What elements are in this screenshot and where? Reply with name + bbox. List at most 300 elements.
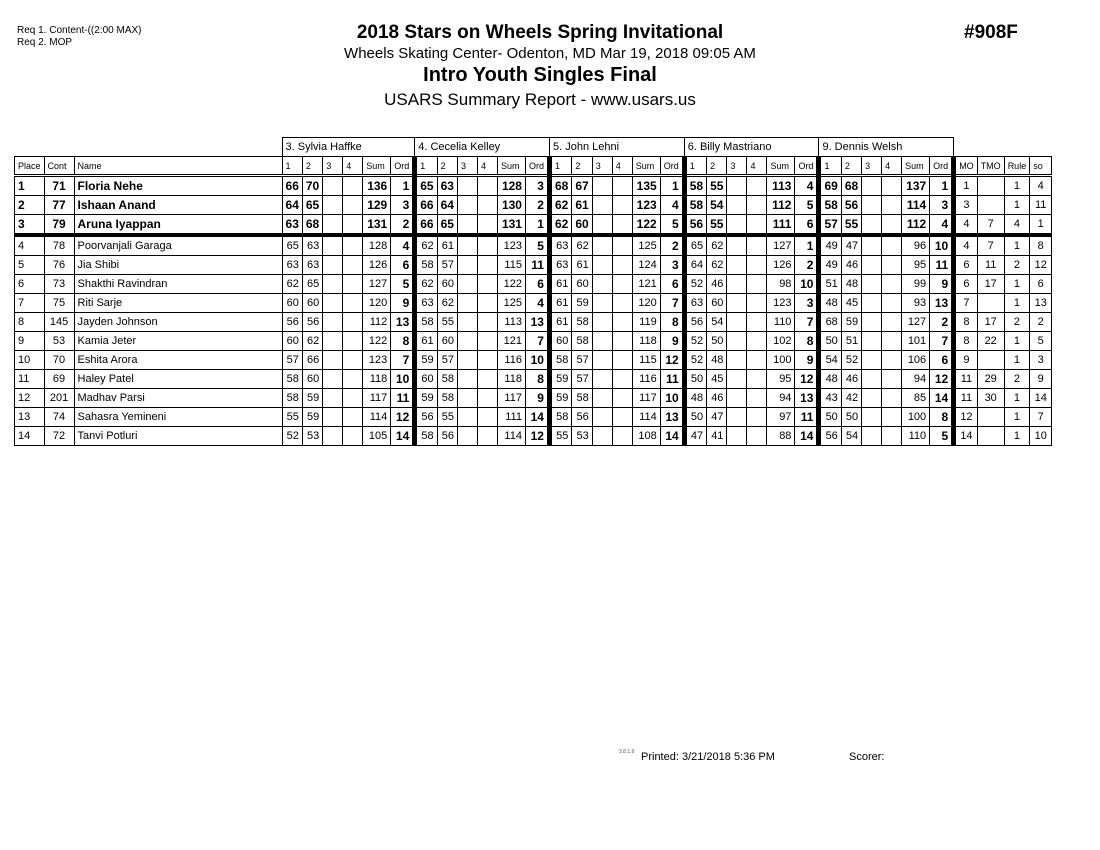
sum-cell: 125 bbox=[632, 235, 660, 256]
ord-cell: 7 bbox=[660, 294, 684, 313]
ord-cell: 6 bbox=[660, 275, 684, 294]
ord-cell: 4 bbox=[930, 215, 954, 236]
score-1: 60 bbox=[415, 370, 437, 389]
sum-cell: 123 bbox=[767, 294, 795, 313]
name-cell: Riti Sarje bbox=[74, 294, 282, 313]
ord-cell: 9 bbox=[660, 332, 684, 351]
score-3 bbox=[862, 389, 882, 408]
score-1: 58 bbox=[415, 313, 437, 332]
ord-cell: 3 bbox=[930, 196, 954, 215]
ord-cell: 10 bbox=[660, 389, 684, 408]
score-3 bbox=[592, 351, 612, 370]
score-4 bbox=[477, 351, 497, 370]
cont-cell: 78 bbox=[44, 235, 74, 256]
place-cell: 2 bbox=[15, 196, 45, 215]
rule-cell: 4 bbox=[1004, 215, 1030, 236]
score-2: 46 bbox=[707, 275, 727, 294]
score-3 bbox=[457, 408, 477, 427]
place-cell: 3 bbox=[15, 215, 45, 236]
place-cell: 7 bbox=[15, 294, 45, 313]
score-2: 46 bbox=[707, 389, 727, 408]
score-3 bbox=[727, 427, 747, 446]
sum-cell: 112 bbox=[363, 313, 391, 332]
score-4 bbox=[612, 196, 632, 215]
score-3 bbox=[862, 275, 882, 294]
score-3 bbox=[457, 294, 477, 313]
mo-cell: 11 bbox=[954, 370, 978, 389]
ord-cell: 10 bbox=[391, 370, 415, 389]
place-cell: 6 bbox=[15, 275, 45, 294]
score-4 bbox=[343, 313, 363, 332]
ord-cell: 1 bbox=[930, 176, 954, 196]
col-header-mo: MO bbox=[954, 157, 978, 176]
ord-cell: 13 bbox=[660, 408, 684, 427]
score-2: 59 bbox=[302, 389, 322, 408]
table-row bbox=[15, 370, 1052, 389]
requirement-2: Req 2. MOP bbox=[17, 37, 73, 48]
score-1: 60 bbox=[282, 332, 302, 351]
event-code: #908F bbox=[964, 22, 1018, 43]
table-row bbox=[15, 351, 1052, 370]
score-4 bbox=[477, 370, 497, 389]
col-header-judge: 1 bbox=[819, 157, 841, 176]
spacer bbox=[15, 138, 283, 157]
so-cell: 14 bbox=[1030, 389, 1052, 408]
place-cell: 14 bbox=[15, 427, 45, 446]
score-1: 55 bbox=[282, 408, 302, 427]
sum-cell: 99 bbox=[902, 275, 930, 294]
spacer bbox=[954, 138, 1052, 157]
place-cell: 9 bbox=[15, 332, 45, 351]
col-header-so: so bbox=[1030, 157, 1052, 176]
score-1: 56 bbox=[684, 313, 706, 332]
score-3 bbox=[592, 176, 612, 196]
sum-cell: 121 bbox=[632, 275, 660, 294]
score-4 bbox=[612, 389, 632, 408]
table-row bbox=[15, 294, 1052, 313]
score-4 bbox=[343, 256, 363, 275]
sum-cell: 117 bbox=[363, 389, 391, 408]
so-cell: 4 bbox=[1030, 176, 1052, 196]
score-2: 56 bbox=[841, 196, 861, 215]
name-cell: Eshita Arora bbox=[74, 351, 282, 370]
sum-cell: 118 bbox=[497, 370, 525, 389]
score-4 bbox=[477, 176, 497, 196]
ord-cell: 12 bbox=[930, 370, 954, 389]
tmo-cell: 29 bbox=[977, 370, 1004, 389]
score-4 bbox=[747, 370, 767, 389]
rule-cell: 1 bbox=[1004, 275, 1030, 294]
so-cell: 9 bbox=[1030, 370, 1052, 389]
sum-cell: 102 bbox=[767, 332, 795, 351]
score-1: 43 bbox=[819, 389, 841, 408]
col-header-judge: 3 bbox=[592, 157, 612, 176]
score-4 bbox=[882, 294, 902, 313]
ord-cell: 11 bbox=[795, 408, 819, 427]
table-row bbox=[15, 196, 1052, 215]
score-1: 52 bbox=[684, 351, 706, 370]
score-2: 60 bbox=[437, 332, 457, 351]
score-2: 56 bbox=[572, 408, 592, 427]
ord-cell: 6 bbox=[795, 215, 819, 236]
ord-cell: 9 bbox=[930, 275, 954, 294]
score-3 bbox=[592, 235, 612, 256]
score-4 bbox=[612, 370, 632, 389]
ord-cell: 13 bbox=[795, 389, 819, 408]
sum-cell: 120 bbox=[363, 294, 391, 313]
venue-line: Wheels Skating Center- Odenton, MD Mar 19, 2018 09:05 AM bbox=[344, 45, 756, 62]
ord-cell: 11 bbox=[660, 370, 684, 389]
cont-cell: 76 bbox=[44, 256, 74, 275]
name-cell: Aruna Iyappan bbox=[74, 215, 282, 236]
score-3 bbox=[457, 389, 477, 408]
score-2: 60 bbox=[302, 294, 322, 313]
mo-cell: 7 bbox=[954, 294, 978, 313]
sum-cell: 122 bbox=[363, 332, 391, 351]
score-1: 58 bbox=[282, 389, 302, 408]
score-3 bbox=[727, 294, 747, 313]
version-label: 3.8.1.9 bbox=[619, 749, 635, 755]
score-4 bbox=[343, 389, 363, 408]
score-2: 70 bbox=[302, 176, 322, 196]
col-header-judge: Ord bbox=[660, 157, 684, 176]
score-2: 61 bbox=[572, 256, 592, 275]
sum-cell: 100 bbox=[767, 351, 795, 370]
score-1: 63 bbox=[415, 294, 437, 313]
name-cell: Poorvanjali Garaga bbox=[74, 235, 282, 256]
ord-cell: 3 bbox=[660, 256, 684, 275]
mo-cell: 6 bbox=[954, 256, 978, 275]
score-3 bbox=[323, 332, 343, 351]
score-1: 66 bbox=[415, 215, 437, 236]
score-3 bbox=[323, 294, 343, 313]
score-1: 63 bbox=[282, 215, 302, 236]
score-1: 60 bbox=[549, 332, 571, 351]
col-header-judge: 4 bbox=[477, 157, 497, 176]
score-1: 58 bbox=[684, 176, 706, 196]
score-4 bbox=[747, 235, 767, 256]
score-3 bbox=[592, 196, 612, 215]
col-header-judge: 3 bbox=[457, 157, 477, 176]
score-4 bbox=[477, 196, 497, 215]
score-1: 48 bbox=[684, 389, 706, 408]
judge-name: 9. Dennis Welsh bbox=[819, 138, 954, 157]
requirement-1: Req 1. Content-((2:00 MAX) bbox=[17, 25, 142, 36]
sum-cell: 105 bbox=[363, 427, 391, 446]
cont-cell: 72 bbox=[44, 427, 74, 446]
mo-cell: 14 bbox=[954, 427, 978, 446]
score-2: 57 bbox=[437, 256, 457, 275]
score-3 bbox=[592, 408, 612, 427]
score-2: 50 bbox=[841, 408, 861, 427]
score-1: 69 bbox=[819, 176, 841, 196]
score-3 bbox=[862, 351, 882, 370]
score-1: 48 bbox=[819, 294, 841, 313]
sum-cell: 117 bbox=[632, 389, 660, 408]
sum-cell: 120 bbox=[632, 294, 660, 313]
so-cell: 8 bbox=[1030, 235, 1052, 256]
score-2: 57 bbox=[572, 370, 592, 389]
so-cell: 5 bbox=[1030, 332, 1052, 351]
cont-cell: 75 bbox=[44, 294, 74, 313]
score-3 bbox=[457, 176, 477, 196]
ord-cell: 10 bbox=[525, 351, 549, 370]
score-4 bbox=[343, 196, 363, 215]
score-2: 67 bbox=[572, 176, 592, 196]
score-4 bbox=[612, 256, 632, 275]
score-2: 62 bbox=[302, 332, 322, 351]
tmo-cell bbox=[977, 408, 1004, 427]
score-3 bbox=[323, 196, 343, 215]
col-header-judge: 4 bbox=[882, 157, 902, 176]
results-table bbox=[14, 137, 1052, 446]
score-3 bbox=[457, 256, 477, 275]
name-cell: Ishaan Anand bbox=[74, 196, 282, 215]
score-4 bbox=[612, 408, 632, 427]
event-title: 2018 Stars on Wheels Spring Invitational bbox=[356, 22, 724, 43]
score-2: 61 bbox=[437, 235, 457, 256]
rule-cell: 1 bbox=[1004, 294, 1030, 313]
score-4 bbox=[343, 408, 363, 427]
col-header-judge: Sum bbox=[497, 157, 525, 176]
col-header-judge: 3 bbox=[323, 157, 343, 176]
sum-cell: 115 bbox=[497, 256, 525, 275]
ord-cell: 4 bbox=[795, 176, 819, 196]
sum-cell: 118 bbox=[363, 370, 391, 389]
tmo-cell bbox=[977, 427, 1004, 446]
sum-cell: 131 bbox=[497, 215, 525, 236]
ord-cell: 1 bbox=[795, 235, 819, 256]
ord-cell: 7 bbox=[795, 313, 819, 332]
score-2: 57 bbox=[572, 351, 592, 370]
score-4 bbox=[882, 427, 902, 446]
score-4 bbox=[882, 370, 902, 389]
col-header-tmo: TMO bbox=[977, 157, 1004, 176]
sum-cell: 137 bbox=[902, 176, 930, 196]
score-1: 62 bbox=[415, 235, 437, 256]
so-cell: 6 bbox=[1030, 275, 1052, 294]
score-3 bbox=[862, 294, 882, 313]
ord-cell: 7 bbox=[391, 351, 415, 370]
score-3 bbox=[457, 313, 477, 332]
cont-cell: 69 bbox=[44, 370, 74, 389]
col-header-judge: 4 bbox=[343, 157, 363, 176]
name-cell: Floria Nehe bbox=[74, 176, 282, 196]
score-2: 54 bbox=[841, 427, 861, 446]
score-3 bbox=[727, 275, 747, 294]
score-4 bbox=[882, 196, 902, 215]
score-2: 51 bbox=[841, 332, 861, 351]
mo-cell: 3 bbox=[954, 196, 978, 215]
score-1: 62 bbox=[549, 196, 571, 215]
ord-cell: 11 bbox=[930, 256, 954, 275]
score-2: 55 bbox=[437, 408, 457, 427]
score-2: 59 bbox=[572, 294, 592, 313]
score-4 bbox=[477, 332, 497, 351]
score-4 bbox=[747, 351, 767, 370]
score-3 bbox=[457, 351, 477, 370]
rule-cell: 1 bbox=[1004, 351, 1030, 370]
score-4 bbox=[612, 351, 632, 370]
score-1: 64 bbox=[282, 196, 302, 215]
sum-cell: 110 bbox=[767, 313, 795, 332]
tmo-cell bbox=[977, 176, 1004, 196]
mo-cell: 8 bbox=[954, 313, 978, 332]
judge-name: 3. Sylvia Haffke bbox=[282, 138, 415, 157]
column-header-row bbox=[15, 157, 1052, 176]
score-1: 49 bbox=[819, 256, 841, 275]
col-header-judge: 2 bbox=[437, 157, 457, 176]
cont-cell: 73 bbox=[44, 275, 74, 294]
name-cell: Jia Shibi bbox=[74, 256, 282, 275]
score-2: 63 bbox=[302, 256, 322, 275]
score-4 bbox=[747, 215, 767, 236]
score-4 bbox=[882, 351, 902, 370]
ord-cell: 12 bbox=[795, 370, 819, 389]
so-cell: 12 bbox=[1030, 256, 1052, 275]
ord-cell: 10 bbox=[930, 235, 954, 256]
score-4 bbox=[882, 176, 902, 196]
score-4 bbox=[612, 332, 632, 351]
score-1: 62 bbox=[415, 275, 437, 294]
sum-cell: 129 bbox=[363, 196, 391, 215]
ord-cell: 5 bbox=[525, 235, 549, 256]
table-row bbox=[15, 389, 1052, 408]
place-cell: 4 bbox=[15, 235, 45, 256]
score-1: 58 bbox=[549, 408, 571, 427]
score-4 bbox=[477, 427, 497, 446]
score-1: 63 bbox=[282, 256, 302, 275]
score-2: 59 bbox=[302, 408, 322, 427]
score-4 bbox=[747, 389, 767, 408]
sum-cell: 100 bbox=[902, 408, 930, 427]
score-2: 46 bbox=[841, 370, 861, 389]
sum-cell: 127 bbox=[767, 235, 795, 256]
col-header-judge: 1 bbox=[415, 157, 437, 176]
score-3 bbox=[862, 408, 882, 427]
ord-cell: 3 bbox=[525, 176, 549, 196]
col-header-judge: 2 bbox=[841, 157, 861, 176]
ord-cell: 14 bbox=[525, 408, 549, 427]
tmo-cell: 17 bbox=[977, 313, 1004, 332]
mo-cell: 11 bbox=[954, 389, 978, 408]
score-1: 68 bbox=[819, 313, 841, 332]
scorer-label: Scorer: bbox=[849, 751, 885, 763]
score-3 bbox=[323, 275, 343, 294]
score-1: 52 bbox=[684, 275, 706, 294]
score-1: 61 bbox=[549, 275, 571, 294]
col-header-judge: 4 bbox=[747, 157, 767, 176]
score-2: 55 bbox=[437, 313, 457, 332]
score-3 bbox=[592, 294, 612, 313]
rule-cell: 2 bbox=[1004, 313, 1030, 332]
score-2: 54 bbox=[707, 313, 727, 332]
sum-cell: 130 bbox=[497, 196, 525, 215]
cont-cell: 79 bbox=[44, 215, 74, 236]
ord-cell: 12 bbox=[525, 427, 549, 446]
score-1: 61 bbox=[549, 294, 571, 313]
name-cell: Jayden Johnson bbox=[74, 313, 282, 332]
col-header-judge: Sum bbox=[902, 157, 930, 176]
sum-cell: 127 bbox=[363, 275, 391, 294]
tmo-cell: 30 bbox=[977, 389, 1004, 408]
score-1: 64 bbox=[684, 256, 706, 275]
rule-cell: 2 bbox=[1004, 256, 1030, 275]
col-header-rule: Rule bbox=[1004, 157, 1030, 176]
score-1: 55 bbox=[549, 427, 571, 446]
score-4 bbox=[612, 215, 632, 236]
ord-cell: 13 bbox=[391, 313, 415, 332]
score-4 bbox=[477, 256, 497, 275]
score-3 bbox=[862, 196, 882, 215]
score-3 bbox=[727, 235, 747, 256]
score-2: 53 bbox=[302, 427, 322, 446]
score-1: 50 bbox=[684, 408, 706, 427]
ord-cell: 1 bbox=[525, 215, 549, 236]
col-header-judge: 2 bbox=[572, 157, 592, 176]
cont-cell: 70 bbox=[44, 351, 74, 370]
sum-cell: 113 bbox=[767, 176, 795, 196]
score-1: 54 bbox=[819, 351, 841, 370]
ord-cell: 12 bbox=[660, 351, 684, 370]
so-cell: 11 bbox=[1030, 196, 1052, 215]
score-2: 68 bbox=[302, 215, 322, 236]
score-3 bbox=[323, 389, 343, 408]
score-2: 46 bbox=[841, 256, 861, 275]
score-2: 55 bbox=[707, 215, 727, 236]
score-2: 50 bbox=[707, 332, 727, 351]
sum-cell: 110 bbox=[902, 427, 930, 446]
score-4 bbox=[343, 370, 363, 389]
score-3 bbox=[727, 313, 747, 332]
score-4 bbox=[343, 215, 363, 236]
score-3 bbox=[592, 215, 612, 236]
ord-cell: 6 bbox=[391, 256, 415, 275]
table-row bbox=[15, 176, 1052, 196]
score-3 bbox=[457, 215, 477, 236]
mo-cell: 4 bbox=[954, 215, 978, 236]
score-2: 62 bbox=[572, 235, 592, 256]
tmo-cell bbox=[977, 294, 1004, 313]
score-2: 57 bbox=[437, 351, 457, 370]
score-1: 60 bbox=[282, 294, 302, 313]
score-2: 64 bbox=[437, 196, 457, 215]
mo-cell: 1 bbox=[954, 176, 978, 196]
score-3 bbox=[323, 215, 343, 236]
mo-cell: 8 bbox=[954, 332, 978, 351]
cont-cell: 74 bbox=[44, 408, 74, 427]
mo-cell: 4 bbox=[954, 235, 978, 256]
score-1: 59 bbox=[415, 389, 437, 408]
score-1: 61 bbox=[549, 313, 571, 332]
score-4 bbox=[343, 235, 363, 256]
ord-cell: 4 bbox=[391, 235, 415, 256]
name-cell: Madhav Parsi bbox=[74, 389, 282, 408]
ord-cell: 7 bbox=[525, 332, 549, 351]
so-cell: 3 bbox=[1030, 351, 1052, 370]
score-3 bbox=[323, 408, 343, 427]
score-3 bbox=[862, 427, 882, 446]
ord-cell: 14 bbox=[930, 389, 954, 408]
score-2: 60 bbox=[572, 215, 592, 236]
score-4 bbox=[477, 313, 497, 332]
score-3 bbox=[323, 370, 343, 389]
sum-cell: 125 bbox=[497, 294, 525, 313]
so-cell: 13 bbox=[1030, 294, 1052, 313]
sum-cell: 123 bbox=[363, 351, 391, 370]
ord-cell: 2 bbox=[795, 256, 819, 275]
score-1: 62 bbox=[549, 215, 571, 236]
